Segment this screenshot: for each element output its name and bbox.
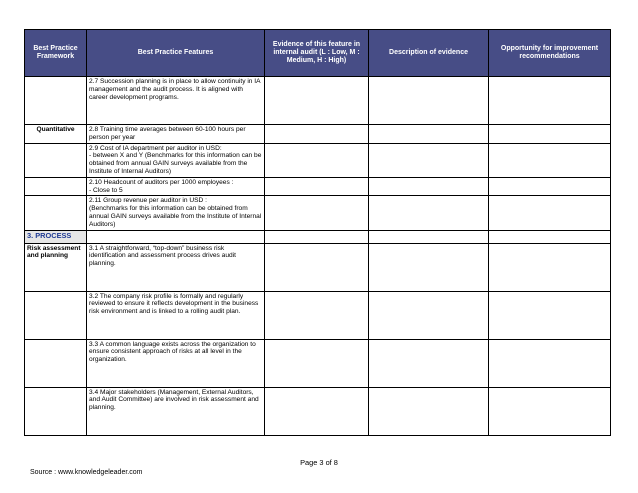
section-row: [25, 230, 611, 243]
feature-cell: 2.7 Succession planning is in place to allow continuity in IA management and the audit process. It is aligned with career development programs.: [87, 77, 265, 125]
framework-cell: [25, 387, 87, 435]
header-evidence: Evidence of this feature in internal audit (L : Low, M : Medium, H : High): [265, 30, 369, 77]
opportunity-cell[interactable]: [489, 387, 611, 435]
feature-cell: 2.11 Group revenue per auditor in USD : (Benchmarks for this information can be obtained from annual GAIN surveys available from the Institute of Internal Auditors): [87, 196, 265, 230]
evidence-cell[interactable]: [265, 196, 369, 230]
description-cell[interactable]: [369, 339, 489, 387]
header-features: Best Practice Features: [87, 30, 265, 77]
opportunity-cell[interactable]: [489, 177, 611, 196]
framework-cell: [25, 339, 87, 387]
table-row: [25, 125, 611, 144]
feature-cell: 3.4 Major stakeholders (Management, External Auditors, and Audit Committee) are involved in risk assessment and planning.: [87, 387, 265, 435]
opportunity-cell[interactable]: [489, 125, 611, 144]
feature-cell: 2.8 Training time averages between 60-100 hours per person per year: [87, 125, 265, 144]
section-title: 3. PROCESS: [25, 230, 87, 243]
opportunity-cell[interactable]: [489, 143, 611, 177]
description-cell[interactable]: [369, 177, 489, 196]
framework-cell: [25, 291, 87, 339]
opportunity-cell[interactable]: [489, 339, 611, 387]
table-row: [25, 339, 611, 387]
description-cell[interactable]: [369, 387, 489, 435]
description-cell[interactable]: [369, 243, 489, 291]
feature-cell: 3.1 A straightforward, “top-down” business risk identification and assessment process drives audit planning.: [87, 243, 265, 291]
evidence-cell[interactable]: [265, 125, 369, 144]
opportunity-cell[interactable]: [489, 291, 611, 339]
table-row: [25, 196, 611, 230]
framework-cell: Quantitative: [25, 125, 87, 144]
feature-cell: 2.9 Cost of IA department per auditor in USD: - between X and Y (Benchmarks for this information can be obtained from annual GAIN surveys available from the Institute of Internal Auditors): [87, 143, 265, 177]
description-cell[interactable]: [369, 77, 489, 125]
section-blank-cell: [489, 230, 611, 243]
evidence-cell[interactable]: [265, 339, 369, 387]
framework-cell: Risk assessment and planning: [25, 243, 87, 291]
table-row: [25, 177, 611, 196]
evidence-cell[interactable]: [265, 77, 369, 125]
header-row: [25, 30, 611, 77]
section-blank-cell: [87, 230, 265, 243]
table-row: [25, 243, 611, 291]
feature-cell: 2.10 Headcount of auditors per 1000 employees : - Close to 5: [87, 177, 265, 196]
opportunity-cell[interactable]: [489, 77, 611, 125]
opportunity-cell[interactable]: [489, 243, 611, 291]
evidence-cell[interactable]: [265, 243, 369, 291]
feature-cell: 3.2 The company risk profile is formally and regularly reviewed to ensure it reflects development in the business risk environment and is linked to a rolling audit plan.: [87, 291, 265, 339]
feature-cell: 3.3 A common language exists across the organization to ensure consistent approach of risks at all level in the organization.: [87, 339, 265, 387]
framework-cell: [25, 143, 87, 177]
table-row: [25, 291, 611, 339]
best-practice-table: [24, 29, 611, 436]
evidence-cell[interactable]: [265, 291, 369, 339]
evidence-cell[interactable]: [265, 387, 369, 435]
framework-cell: [25, 77, 87, 125]
header-opportunity: Opportunity for improvement recommendations: [489, 30, 611, 77]
header-framework: Best Practice Framework: [25, 30, 87, 77]
framework-cell: [25, 177, 87, 196]
table-row: [25, 77, 611, 125]
table-row: [25, 387, 611, 435]
header-description: Description of evidence: [369, 30, 489, 77]
description-cell[interactable]: [369, 125, 489, 144]
framework-cell: [25, 196, 87, 230]
evidence-cell[interactable]: [265, 143, 369, 177]
opportunity-cell[interactable]: [489, 196, 611, 230]
evidence-cell[interactable]: [265, 177, 369, 196]
description-cell[interactable]: [369, 291, 489, 339]
description-cell[interactable]: [369, 143, 489, 177]
description-cell[interactable]: [369, 196, 489, 230]
table-row: [25, 143, 611, 177]
section-blank-cell: [265, 230, 369, 243]
source-note: Source : www.knowledgeleader.com: [30, 469, 143, 476]
page-number: Page 3 of 8: [300, 458, 338, 467]
section-blank-cell: [369, 230, 489, 243]
